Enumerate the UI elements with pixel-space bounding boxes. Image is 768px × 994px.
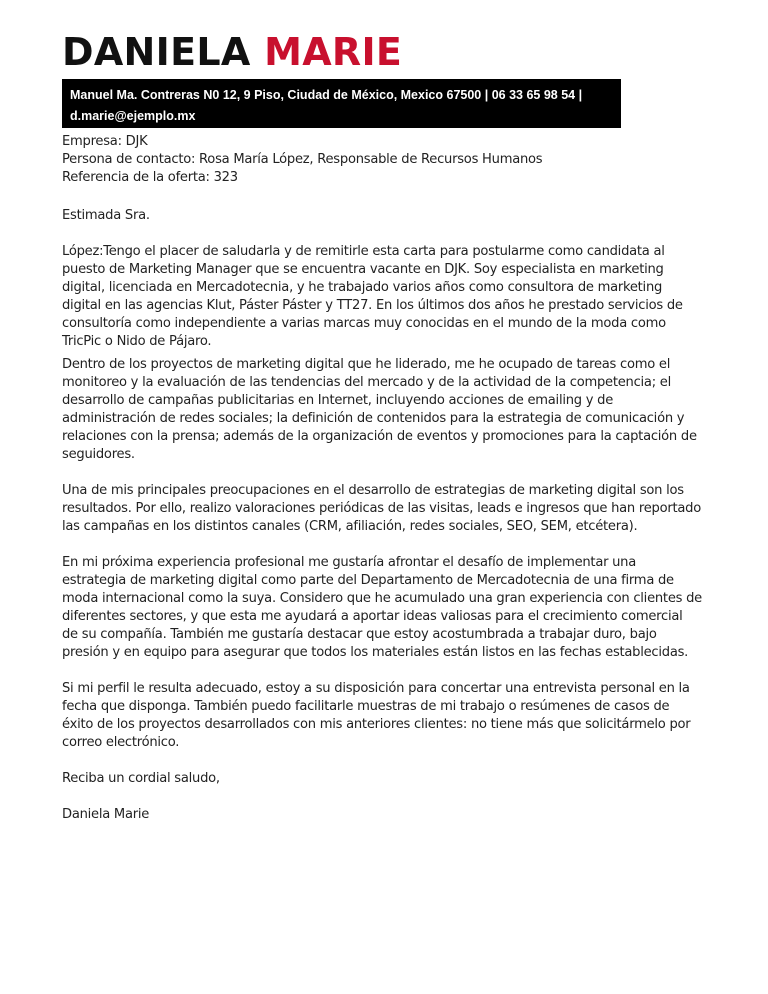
contact-person-line: Persona de contacto: Rosa María López, Responsable de Recursos Humanos [62, 152, 543, 167]
contact-bar [62, 79, 621, 128]
applicant-name [62, 28, 402, 76]
company-line: Empresa: DJK [62, 134, 148, 149]
paragraph-availability: Si mi perfil le resulta adecuado, estoy a su disposición para concertar una entrevista personal en la fecha que disponga. También puedo facilitarle muestras de mi trabajo o resúmenes de casos de éxito de los proyectos desarrollados con mis anteriores clientes: no tiene más que solicitármelo por correo electrónico. [62, 681, 691, 750]
contact-address-phone: Manuel Ma. Contreras N0 12, 9 Piso, Ciudad de México, Mexico 67500 | 06 33 65 98 54 | [70, 88, 583, 102]
reference-line: Referencia de la oferta: 323 [62, 170, 238, 185]
closing: Reciba un cordial saludo, [62, 771, 220, 786]
paragraph-results: Una de mis principales preocupaciones en el desarrollo de estrategias de marketing digital son los resultados. Por ello, realizo valoraciones periódicas de las visitas, leads e ingresos que han reportado las campañas en los distintos canales (CRM, afiliación, redes sociales, SEO, SEM, etcétera). [62, 483, 701, 534]
contact-email: d.marie@ejemplo.mx [70, 109, 196, 123]
last-name: MARIE [264, 30, 403, 74]
recipient-details [62, 133, 702, 187]
first-name: DANIELA [62, 30, 251, 74]
paragraph-experience: Dentro de los proyectos de marketing digital que he liderado, me he ocupado de tareas como el monitoreo y la evaluación de las tendencias del mercado y de la actividad de la competencia; el desarrollo de campañas publicitarias en Internet, incluyendo acciones de emailing y de administración de redes sociales; la definición de contenidos para la estrategia de comunicación y relaciones con la prensa; además de la organización de eventos y promociones para la captación de seguidores. [62, 357, 697, 462]
salutation: Estimada Sra. [62, 208, 150, 223]
signature: Daniela Marie [62, 807, 150, 822]
letter-body [62, 133, 702, 824]
paragraph-intro: López:Tengo el placer de saludarla y de remitirle esta carta para postularme como candidata al puesto de Marketing Manager que se encuentra vacante en DJK. Soy especialista en marketing digital, licenciada en Mercadotecnia, y he trabajado varios años como consultora de marketing digital en las agencias Klut, Páster Páster y TT27. En los últimos dos años he prestado servicios de consultoría como independiente a varias marcas muy conocidas en el mundo de la moda como TricPic o Nido de Pájaro. [62, 244, 683, 349]
paragraph-motivation: En mi próxima experiencia profesional me gustaría afrontar el desafío de implementar una estrategia de marketing digital como parte del Departamento de Mercadotecnia de una firma de moda internacional como la suya. Considero que he acumulado una gran experiencia con clientes de diferentes sectores, y que esta me ayudará a aportar ideas valiosas para el crecimiento comercial de su compañía. También me gustaría destacar que estoy acostumbrada a trabajar duro, bajo presión y en equipo para asegurar que todos los materiales están listos en las fechas establecidas. [62, 555, 702, 660]
